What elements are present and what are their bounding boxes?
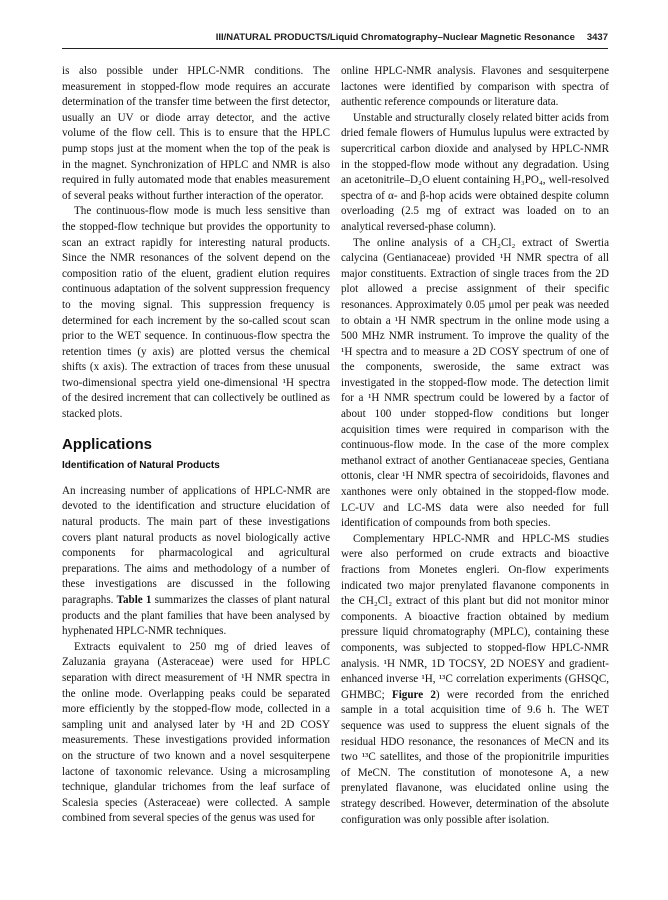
paragraph-text: ) were recorded from the enriched sample in a total acquisition time of 9.6 h. The WET sequence was used to suppress the eluent signals of the residual HDO resonance, the resonances of MeCN and its two ¹³C satellites, and those of the propionitrile impurities of MeCN. The constitution of monotesone A, a new prenylated flavanone, was elucidated online using the strategy described. However, determination of the absolute configuration was only possible after isolation. <box>341 688 610 826</box>
running-title: III/NATURAL PRODUCTS/Liquid Chromatography–Nuclear Magnetic Resonance <box>215 32 575 43</box>
paragraph: online HPLC-NMR analysis. Flavones and sesquiterpene lactones were identified by comparison with spectra of authentic reference compounds or literature data. <box>341 65 609 109</box>
table-1-link[interactable]: Table 1 <box>116 594 152 606</box>
paragraph: Unstable and structurally closely related bitter acids from dried female flowers of Humulus lupulus were extracted by supercritical carbon dioxide and analysed by HPLC-NMR in the stopped-flow mode without any degradation. Using an acetonitrile–D₂O eluent containing H₃PO₄, well-resolved spectra of α- and β-hop acids were obtained despite column overloading (2.5 mg of extract was loaded on to an analytical reversed-phase column). <box>341 111 609 233</box>
right-column <box>341 64 609 828</box>
paragraph-text: Complementary HPLC-NMR and HPLC-MS studies were also performed on crude extracts and bioactive fractions from Monetes engleri. On-flow experiments indicated two major prenylated flavanone components in the CH₂Cl₂ extract of this plant but did not monitor minor components. A bioactive fraction obtained by medium pressure liquid chromatography (MPLC), containing these components, was subjected to stopped-flow HPLC-NMR analysis. ¹H NMR, 1D TOCSY, 2D NOESY and gradient-enhanced inverse ¹H, ¹³C correlation experiments (GHSQC, GHMBC; <box>341 532 609 701</box>
paragraph <box>341 532 609 828</box>
left-column <box>62 64 330 827</box>
section-heading: Applications <box>62 435 153 453</box>
paragraph-text: An increasing number of applications of HPLC-NMR are devoted to the identification and structure elucidation of natural products. The main part of these investigations covers plant natural products as novel biologically active components for pharmacological and agricultural preparations. The aims and methodology of a number of these investigations are discussed in the following paragraphs. <box>62 484 330 606</box>
paragraph: is also possible under HPLC-NMR conditions. The measurement in stopped-flow mode requires an accurate determination of the transfer time between the first detector, usually an UV or diode array detector, and the active volume of the flow cell. This is to ensure that the HPLC pump stops just at the moment when the top of the peak is in the magnet. Synchronization of HPLC and NMR is also required in fully automated mode that enables measurement of several peaks without further interaction of the operator. <box>62 65 330 202</box>
figure-2-link[interactable]: Figure 2 <box>391 688 436 701</box>
paragraph: The continuous-flow mode is much less sensitive than the stopped-flow technique but provides the opportunity to scan an extract rapidly for interesting natural products. Since the NMR resonances of the solvent depend on the composition ratio of the eluent, gradient elution requires continuous adaptation of the solvent suppression frequency to the moving signal. This suppression frequency is determined for each increment by the so-called scout scan prior to the WET sequence. In continuous-flow spectra the retention times (y axis) are plotted versus the chemical shifts (x axis). The extraction of traces from these unusual two-dimensional spectra yield one-dimensional ¹H spectra of the desired increment that can collectively be outlined as stacked plots. <box>62 205 330 421</box>
page-number: 3437 <box>586 32 608 43</box>
paragraph: Extracts equivalent to 250 mg of dried leaves of Zaluzania grayana (Asteraceae) were used for HPLC separation with direct measurement of ¹H NMR spectra in the online mode. Overlapping peaks could be separated more efficiently by the stopped-flow mode, collected in a sampling unit and analysed later by ¹H and 2D COSY measurements. These investigations provided information on the structure of two known and a novel sesquiterpene lactone of taxonomic relevance. Using a microsampling technique, glandular trichomes from the leaf surface of Scalesia species (Asteraceae) were collected. A sample combined from several species of the genus was used for <box>62 640 330 825</box>
paragraph <box>62 484 330 640</box>
subsection-heading: Identification of Natural Products <box>62 460 220 472</box>
header-rule <box>62 48 608 49</box>
paragraph-text: summarizes the classes of plant natural products and the plant families that have been analysed by hyphenated HPLC-NMR techniques. <box>62 594 330 638</box>
paragraph: The online analysis of a CH₂Cl₂ extract of Swertia calycina (Gentianaceae) provided ¹H NMR spectra of all major constituents. Extraction of single traces from the 2D plot allowed a precise assignment of their specific resonances. Approximately 0.05 μmol per peak was needed to obtain a ¹H NMR spectrum in the online mode using a 500 MHz NMR instrument. To improve the quality of the ¹H spectra and to measure a 2D COSY spectrum of one of the components, sweroside, the same extract was investigated in the stopped-flow mode. The detection limit for a ¹H NMR spectrum could be lowered by a factor of about 100 under stopped-flow conditions but longer acquisition times were required in comparison with the continuous-flow mode. In the case of the more complex methanol extract of another Gentianaceae species, Gentiana ottonis, clear ¹H NMR spectra of secoiridoids, flavones and xanthones were only obtained in the stopped-flow mode. LC-UV and LC-MS data were also needed for full identification of compounds from both species. <box>341 236 609 530</box>
running-header <box>62 32 608 43</box>
